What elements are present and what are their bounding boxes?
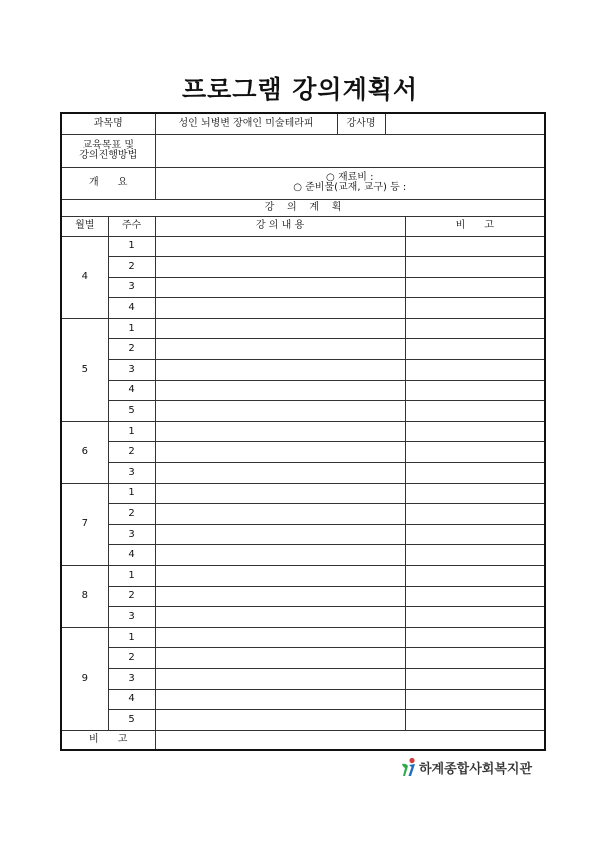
lecture-content-cell[interactable] xyxy=(155,524,405,545)
month-cell: 4 xyxy=(61,236,108,318)
lecture-content-cell[interactable] xyxy=(155,236,405,257)
week-row xyxy=(61,318,545,339)
week-cell: 1 xyxy=(108,318,155,339)
remarks-cell[interactable] xyxy=(405,607,545,628)
remarks-cell[interactable] xyxy=(405,627,545,648)
week-cell: 4 xyxy=(108,545,155,566)
week-cell: 2 xyxy=(108,339,155,360)
remarks-footer-field[interactable] xyxy=(155,730,545,750)
remarks-cell[interactable] xyxy=(405,668,545,689)
week-row xyxy=(61,236,545,257)
remarks-cell[interactable] xyxy=(405,380,545,401)
lecture-content-cell[interactable] xyxy=(155,710,405,731)
week-row xyxy=(61,524,545,545)
remarks-cell[interactable] xyxy=(405,648,545,669)
month-cell: 7 xyxy=(61,483,108,565)
week-row xyxy=(61,627,545,648)
lecture-content-cell[interactable] xyxy=(155,607,405,628)
week-cell: 4 xyxy=(108,380,155,401)
week-row xyxy=(61,360,545,381)
content-header-text: 강 의 내 용 xyxy=(255,220,305,231)
week-row xyxy=(61,607,545,628)
month-header: 월별 xyxy=(61,216,108,236)
week-cell: 1 xyxy=(108,236,155,257)
lecture-content-cell[interactable] xyxy=(155,401,405,422)
remarks-cell[interactable] xyxy=(405,463,545,484)
month-cell: 8 xyxy=(61,566,108,628)
remarks-cell[interactable] xyxy=(405,545,545,566)
remarks-footer-row xyxy=(61,730,545,750)
remarks-cell[interactable] xyxy=(405,586,545,607)
week-cell: 3 xyxy=(108,668,155,689)
week-row xyxy=(61,545,545,566)
remarks-cell[interactable] xyxy=(405,710,545,731)
week-row xyxy=(61,483,545,504)
week-row xyxy=(61,566,545,587)
remarks-footer-label-text: 비 고 xyxy=(89,734,128,745)
week-cell: 2 xyxy=(108,442,155,463)
lecture-content-cell[interactable] xyxy=(155,648,405,669)
lecture-content-cell[interactable] xyxy=(155,318,405,339)
plan-heading xyxy=(61,199,545,216)
remarks-cell[interactable] xyxy=(405,339,545,360)
week-row xyxy=(61,710,545,731)
overview-label-text: 개 요 xyxy=(89,177,128,188)
remarks-cell[interactable] xyxy=(405,566,545,587)
week-row xyxy=(61,668,545,689)
lecture-content-cell[interactable] xyxy=(155,421,405,442)
lecture-content-cell[interactable] xyxy=(155,545,405,566)
week-cell: 2 xyxy=(108,648,155,669)
org-name: 하계종합사회복지관 xyxy=(419,761,533,777)
week-cell: 3 xyxy=(108,463,155,484)
lecture-plan-form xyxy=(60,112,546,751)
week-row xyxy=(61,421,545,442)
week-cell: 1 xyxy=(108,421,155,442)
week-cell: 1 xyxy=(108,483,155,504)
week-row xyxy=(61,463,545,484)
column-header-row xyxy=(61,216,545,236)
week-cell: 5 xyxy=(108,710,155,731)
course-label: 과목명 xyxy=(61,113,155,134)
week-cell: 3 xyxy=(108,607,155,628)
remarks-cell[interactable] xyxy=(405,442,545,463)
remarks-header xyxy=(405,216,545,236)
week-cell: 5 xyxy=(108,401,155,422)
remarks-cell[interactable] xyxy=(405,257,545,278)
supplies-line: ○ 준비물(교재, 교구) 등 : xyxy=(293,182,407,193)
lecture-content-cell[interactable] xyxy=(155,442,405,463)
remarks-cell[interactable] xyxy=(405,318,545,339)
week-row xyxy=(61,339,545,360)
lecture-content-cell[interactable] xyxy=(155,257,405,278)
week-cell: 1 xyxy=(108,566,155,587)
lecture-content-cell[interactable] xyxy=(155,483,405,504)
remarks-cell[interactable] xyxy=(405,421,545,442)
week-row xyxy=(61,277,545,298)
week-cell: 3 xyxy=(108,524,155,545)
objectives-label-line2: 강의진행방법 xyxy=(79,149,138,161)
month-cell: 6 xyxy=(61,421,108,483)
week-cell: 2 xyxy=(108,504,155,525)
remarks-cell[interactable] xyxy=(405,401,545,422)
overview-label xyxy=(61,167,155,199)
week-cell: 1 xyxy=(108,627,155,648)
month-cell: 9 xyxy=(61,627,108,730)
overview-row xyxy=(61,167,545,199)
remarks-header-text: 비 고 xyxy=(455,220,494,231)
week-row xyxy=(61,380,545,401)
lecture-content-cell[interactable] xyxy=(155,566,405,587)
lecture-content-cell[interactable] xyxy=(155,339,405,360)
objectives-row xyxy=(61,134,545,167)
remarks-cell[interactable] xyxy=(405,298,545,319)
week-cell: 4 xyxy=(108,689,155,710)
overview-field[interactable] xyxy=(155,167,545,199)
page-title: 프로그램 강의계획서 xyxy=(181,75,419,104)
course-row xyxy=(61,113,545,134)
lecture-content-cell[interactable] xyxy=(155,668,405,689)
material-cost-line: ○ 재료비 : xyxy=(326,172,374,183)
remarks-cell[interactable] xyxy=(405,483,545,504)
lecture-content-cell[interactable] xyxy=(155,360,405,381)
objectives-label xyxy=(61,134,155,167)
remarks-footer-label xyxy=(61,730,155,750)
week-row xyxy=(61,648,545,669)
footer-logo xyxy=(400,756,532,778)
week-row xyxy=(61,442,545,463)
week-row xyxy=(61,401,545,422)
remarks-cell[interactable] xyxy=(405,360,545,381)
remarks-cell[interactable] xyxy=(405,236,545,257)
plan-heading-row xyxy=(61,199,545,216)
week-cell: 2 xyxy=(108,257,155,278)
week-cell: 3 xyxy=(108,277,155,298)
lecture-content-cell[interactable] xyxy=(155,627,405,648)
week-row xyxy=(61,586,545,607)
instructor-name-field[interactable] xyxy=(385,113,545,134)
week-cell: 4 xyxy=(108,298,155,319)
lecture-content-cell[interactable] xyxy=(155,504,405,525)
objectives-label-line1: 교육목표 및 xyxy=(82,139,134,151)
lecture-content-cell[interactable] xyxy=(155,463,405,484)
instructor-label: 강사명 xyxy=(337,113,385,134)
lecture-content-cell[interactable] xyxy=(155,298,405,319)
week-row xyxy=(61,298,545,319)
remarks-cell[interactable] xyxy=(405,504,545,525)
remarks-cell[interactable] xyxy=(405,524,545,545)
plan-heading-text: 강 의 계 획 xyxy=(264,201,342,213)
week-row xyxy=(61,689,545,710)
remarks-cell[interactable] xyxy=(405,277,545,298)
week-row xyxy=(61,504,545,525)
lecture-content-cell[interactable] xyxy=(155,689,405,710)
lecture-content-cell[interactable] xyxy=(155,586,405,607)
person-logo-icon xyxy=(400,757,418,777)
content-header xyxy=(155,216,405,236)
week-cell: 2 xyxy=(108,586,155,607)
objectives-field[interactable] xyxy=(155,134,545,167)
lecture-content-cell[interactable] xyxy=(155,380,405,401)
month-cell: 5 xyxy=(61,318,108,421)
lecture-content-cell[interactable] xyxy=(155,277,405,298)
week-cell: 3 xyxy=(108,360,155,381)
week-row xyxy=(61,257,545,278)
course-name-field[interactable]: 성인 뇌병변 장애인 미술테라피 xyxy=(155,113,337,134)
week-header: 주수 xyxy=(108,216,155,236)
remarks-cell[interactable] xyxy=(405,689,545,710)
